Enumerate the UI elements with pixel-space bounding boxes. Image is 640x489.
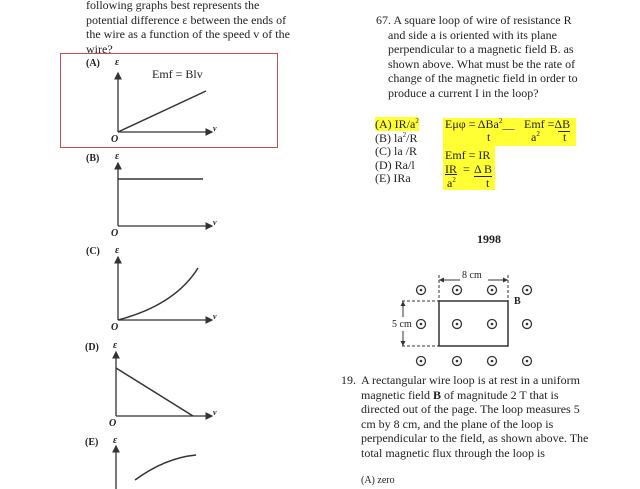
- question-line: produce a current I in the loop?: [388, 85, 539, 100]
- question-line: change of the magnetic field in order to: [388, 71, 578, 85]
- question-line: perpendicular to the field, as shown above. The: [361, 431, 589, 445]
- question-19: [341, 373, 636, 486]
- choice-label: (D): [375, 157, 392, 172]
- work-sup: 2: [536, 130, 540, 138]
- graph-label-d: (D): [85, 342, 99, 353]
- choice-value: IR/a: [394, 117, 416, 131]
- height-label: 5 cm: [392, 319, 412, 330]
- field-dot-icon: [488, 357, 497, 366]
- question-line: and side a is oriented with its plane: [388, 27, 557, 42]
- question-67: [376, 13, 636, 100]
- choice-value: IRa: [393, 171, 411, 185]
- emf-annotation: Emf = Blv: [152, 67, 203, 81]
- origin-label-d: O: [109, 418, 117, 429]
- choice-sup: 2: [402, 130, 407, 139]
- year-heading: 1998: [477, 232, 501, 246]
- choice-value: Ra/l: [394, 157, 415, 172]
- work-line3-num-right: Δ B: [474, 162, 493, 176]
- arrowhead: [439, 278, 444, 283]
- work-text: Eμφ = ΔBa: [445, 117, 499, 131]
- graph-line: [118, 91, 206, 132]
- field-dot-icon: [453, 357, 462, 366]
- y-axis-label-d: ε: [113, 340, 118, 351]
- y-axis-label-a: ε: [115, 57, 120, 68]
- graph-label-e: (E): [85, 437, 99, 448]
- graph-label-b: (B): [86, 153, 100, 164]
- left-question-line: potential difference ε between the ends of: [86, 12, 287, 27]
- question-line: directed out of the page. The loop measures 5: [361, 402, 580, 416]
- work-sup: 2: [452, 176, 456, 184]
- question-number: 67.: [376, 13, 391, 27]
- field-dot-icon: [417, 286, 426, 295]
- choice-label: (C): [375, 144, 391, 158]
- work-line1-right-den: [531, 131, 540, 145]
- question-number: 19.: [341, 373, 356, 387]
- origin-label-a: O: [111, 134, 119, 145]
- work-line3-den-left: [447, 177, 456, 191]
- choice-e[interactable]: [375, 172, 419, 186]
- question-line: magnetic field B of magnitude 2 T that is: [361, 387, 559, 402]
- x-axis-label-d: v: [213, 408, 217, 417]
- question-line: cm by 8 cm, and the plane of the loop is: [361, 416, 554, 431]
- work-line3-num-left: IR: [445, 162, 457, 176]
- graph-curve: [118, 268, 198, 320]
- choice-value: la: [394, 130, 403, 145]
- graph-c: [118, 257, 212, 320]
- x-axis-label-a: v: [213, 124, 217, 133]
- work-sup: 2: [498, 117, 503, 125]
- graph-e: [116, 446, 196, 489]
- next-choice-partial: (A) zero: [361, 475, 395, 486]
- field-dot-icon: [523, 286, 532, 295]
- field-dot-icon: [523, 357, 532, 366]
- answer-choices: [375, 118, 419, 186]
- field-dot-icon: [417, 320, 426, 329]
- graph-curve: [135, 455, 196, 480]
- x-axis-label-c: v: [213, 312, 217, 321]
- graph-label-a: (A): [86, 58, 100, 69]
- choice-c[interactable]: [375, 145, 419, 159]
- choice-sup: 2: [415, 117, 419, 125]
- work-line1-left-den: t: [487, 130, 491, 144]
- work-text: a: [447, 176, 453, 190]
- choice-d[interactable]: [375, 159, 419, 173]
- choice-b[interactable]: [375, 132, 419, 146]
- width-label: 8 cm: [462, 270, 482, 281]
- question-line: total magnetic flux through the loop is: [361, 445, 545, 460]
- work-line1-right: Emf =ΔB: [524, 117, 571, 131]
- origin-label-c: O: [111, 322, 119, 333]
- field-dot-icon: [453, 286, 462, 295]
- y-axis-label-c: ε: [115, 245, 120, 256]
- x-axis-label-b: v: [213, 218, 217, 227]
- choice-label: (B): [375, 130, 391, 145]
- origin-label-b: O: [111, 228, 119, 239]
- work-line1-right-den-t: t: [563, 130, 567, 144]
- work-line1-left: Eμφ = ΔBa$^2$__: [445, 117, 515, 131]
- wire-loop: [439, 301, 508, 346]
- field-dot-icon: [453, 320, 462, 329]
- y-axis-label-e: ε: [113, 435, 118, 446]
- field-dot-icon: [488, 286, 497, 295]
- work-line2: Emf = IR: [445, 148, 491, 162]
- field-label: B: [514, 296, 521, 307]
- graph-b: [118, 163, 212, 226]
- field-dot-icon: [417, 357, 426, 366]
- arrowhead: [503, 278, 508, 283]
- y-axis-label-b: ε: [115, 151, 120, 162]
- work-line3-den-right: t: [486, 176, 490, 190]
- choice-label: (A): [375, 117, 392, 131]
- arrowhead: [401, 341, 406, 346]
- left-question-line: wire?: [86, 41, 113, 56]
- graph-d: [116, 352, 212, 416]
- choice-label: (E): [375, 171, 391, 185]
- choice-a[interactable]: [375, 118, 419, 132]
- work-text: a: [531, 130, 537, 144]
- field-dot-icon: [488, 320, 497, 329]
- work-line3-eq: =: [463, 162, 470, 176]
- question-line: shown above. What must be the rate of: [388, 56, 576, 71]
- choice-value: la /R: [394, 144, 417, 158]
- arrowhead: [401, 301, 406, 306]
- question-line: A rectangular wire loop is at rest in a uniform: [361, 373, 580, 387]
- choice-suffix: /R: [406, 130, 418, 145]
- graph-label-c: (C): [86, 246, 100, 257]
- left-question-line: the wire as a function of the speed v of the: [86, 27, 290, 41]
- question-line: perpendicular to a magnetic field B. as: [388, 42, 574, 56]
- left-question-line: following graphs best represents the: [86, 0, 260, 12]
- question-line: A square loop of wire of resistance R: [393, 13, 572, 27]
- graph-line: [116, 368, 193, 416]
- field-dot-icon: [523, 320, 532, 329]
